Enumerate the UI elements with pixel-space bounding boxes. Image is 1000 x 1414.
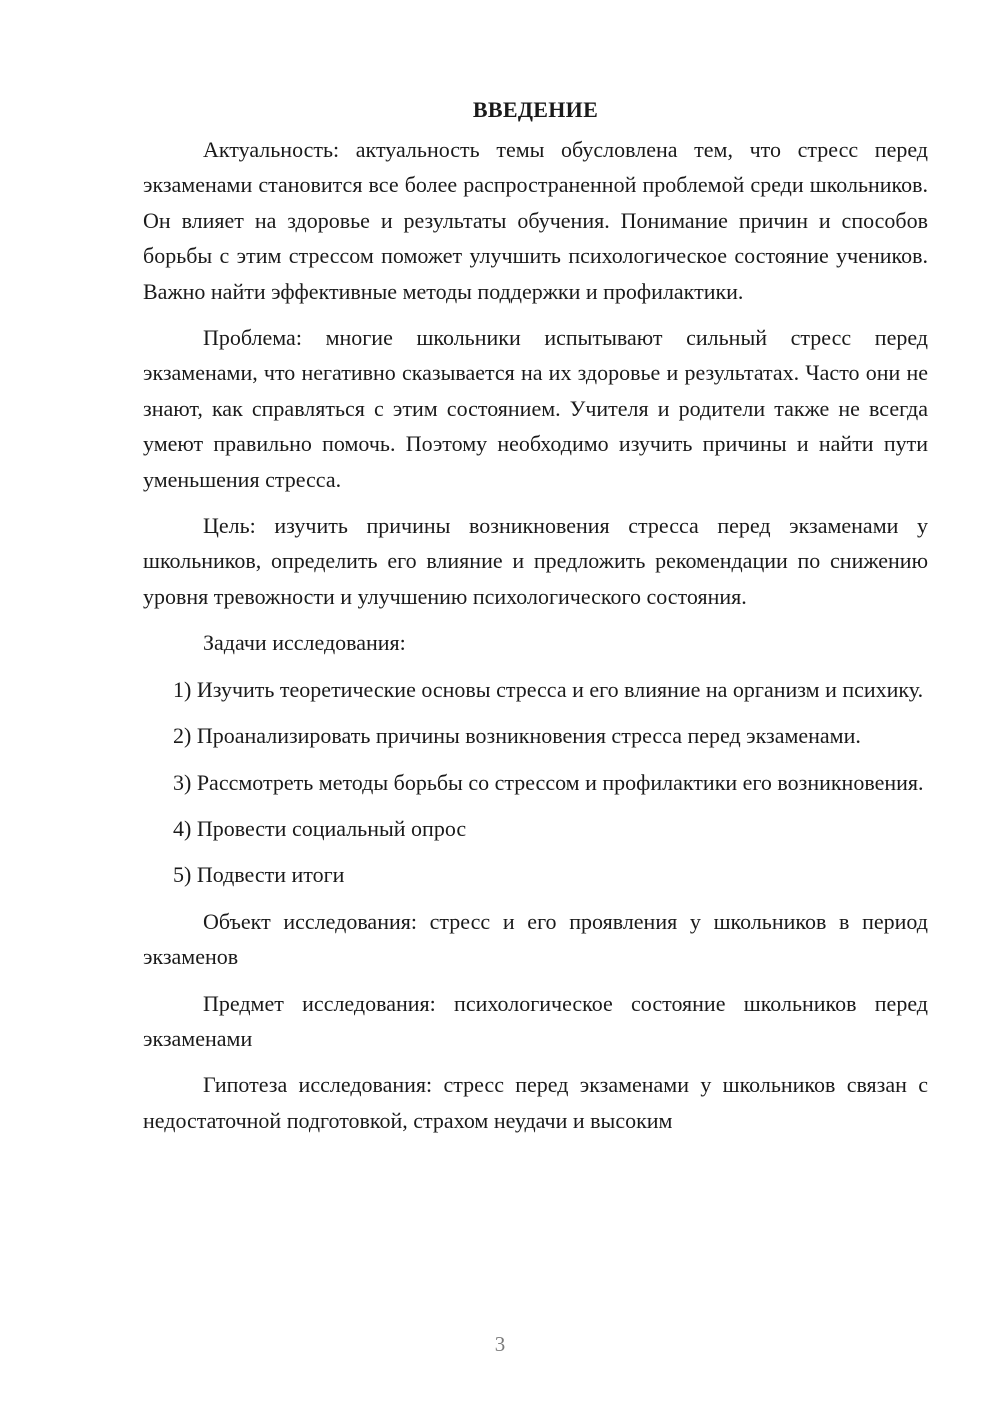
- document-page: [143, 92, 928, 1149]
- task-item: 5) Подвести итоги: [173, 862, 345, 888]
- section-title: ВВЕДЕНИЕ: [472, 97, 599, 122]
- task-item: 4) Провести социальный опрос: [173, 815, 467, 841]
- task-item: 1) Изучить теоретические основы стресса и его влияние на организм и психику.: [173, 676, 924, 702]
- subject-paragraph: Предмет исследования: психологическое состояние школьников перед экзаменами: [143, 990, 928, 1051]
- tasks-heading: Задачи исследования:: [203, 630, 406, 656]
- relevance-paragraph: Актуальность: актуальность темы обусловлена тем, что стресс перед экзаменами становится все более распространенной проблемой среди школьников. Он влияет на здоровье и результаты обучения. Понимание причин и способов борьбы с этим стрессом поможет улучшить психологическое состояние учеников. Важно найти эффективные методы поддержки и профилактики.: [143, 137, 928, 304]
- goal-paragraph: Цель: изучить причины возникновения стресса перед экзаменами у школьников, определить его влияние и предложить рекомендации по снижению уровня тревожности и улучшению психологического состояния.: [143, 513, 928, 609]
- problem-paragraph: Проблема: многие школьники испытывают сильный стресс перед экзаменами, что негативно сказывается на их здоровье и результатах. Часто они не знают, как справляться с этим состоянием. Учителя и родители также не всегда умеют правильно помочь. Поэтому необходимо изучить причины и найти пути уменьшения стресса.: [143, 325, 928, 492]
- task-item: 2) Проанализировать причины возникновения стресса перед экзаменами.: [173, 723, 861, 749]
- task-item: 3) Рассмотреть методы борьбы со стрессом и профилактики его возникновения.: [173, 769, 924, 795]
- hypothesis-paragraph: Гипотеза исследования: стресс перед экзаменами у школьников связан с недостаточной подготовкой, страхом неудачи и высоким: [143, 1072, 928, 1133]
- page-number: 3: [494, 1332, 506, 1356]
- object-paragraph: Объект исследования: стресс и его проявления у школьников в период экзаменов: [143, 908, 928, 970]
